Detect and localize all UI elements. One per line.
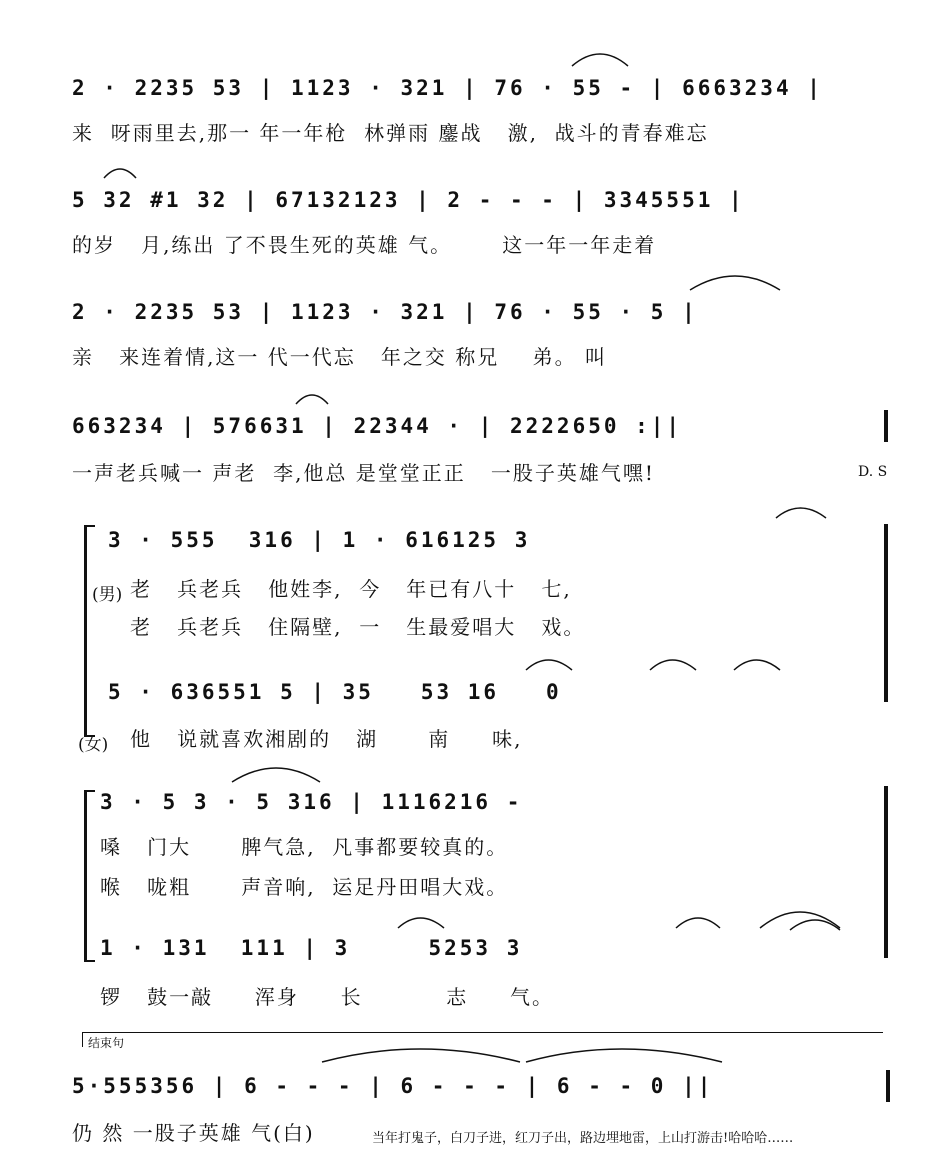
male-lyric-1b: 老 兵老兵 住隔壁, 一 生最爱唱大 戏。 — [130, 615, 586, 639]
slur-arc — [690, 276, 780, 290]
slur-arc — [296, 395, 328, 404]
final-bar — [886, 1070, 890, 1102]
dal-segno-mark: D. S — [858, 464, 888, 480]
male-label: (男) — [92, 585, 123, 605]
ending-lyric: 仍 然 一股子英雄 气(白) — [72, 1121, 315, 1145]
slur-arc — [776, 508, 826, 518]
male-lyric-2a: 嗓 门大 脾气急, 凡事都要较真的。 — [100, 835, 509, 859]
ending-notation: 5·555356 | 6 - - - | 6 - - - | 6 - - 0 || — [72, 1074, 714, 1098]
slur-arc — [398, 918, 444, 928]
repeat-end-bar — [884, 786, 888, 958]
female-notation-1: 5 · 636551 5 | 35 53 16 0 — [108, 680, 562, 704]
notation-line-3: 2 · 2235 53 | 1123 · 321 | 76 · 55 · 5 | — [72, 300, 698, 324]
slur-arc — [104, 169, 136, 178]
male-notation-1: 3 · 555 316 | 1 · 616125 3 — [108, 528, 531, 552]
lyric-line-3: 亲 来连着情,这一 代一代忘 年之交 称兄 弟。 叫 — [72, 345, 608, 369]
female-lyric-2: 锣 鼓一敲 浑身 长 志 气。 — [100, 985, 555, 1009]
female-label: (女) — [78, 735, 109, 755]
repeat-end-bar — [884, 524, 888, 702]
lyric-line-4: 一声老兵喊一 声老 李,他总 是堂堂正正 一股子英雄气嘿! — [72, 461, 655, 485]
male-lyric-2b: 喉 咙粗 声音响, 运足丹田唱大戏。 — [100, 875, 509, 899]
slur-arc — [526, 1049, 722, 1062]
ending-title: 结束句 — [88, 1036, 125, 1050]
slur-arc — [760, 912, 840, 928]
notation-line-2: 5 32 #1 32 | 67132123 | 2 - - - | 3345551 | — [72, 188, 745, 212]
slur-arc — [526, 660, 572, 670]
lyric-line-1: 来 呀雨里去,那一 年一年枪 林弹雨 鏖战 激, 战斗的青春难忘 — [72, 121, 709, 145]
slur-arc — [676, 918, 720, 928]
female-lyric-1: 他 说就喜欢湘剧的 湖 南 味, — [130, 727, 523, 751]
slur-arc — [232, 768, 320, 782]
female-notation-2: 1 · 131 111 | 3 5253 3 — [100, 936, 523, 960]
lyric-line-2: 的岁 月,练出 了不畏生死的英雄 气。 这一年一年走着 — [72, 233, 657, 257]
male-notation-2: 3 · 5 3 · 5 316 | 1116216 - — [100, 790, 523, 814]
ending-spoken-lyric: 当年打鬼子，白刀子进，红刀子出，路边埋地雷，上山打游击!哈哈哈…… — [372, 1131, 794, 1146]
notation-line-1: 2 · 2235 53 | 1123 · 321 | 76 · 55 - | 6663234 | — [72, 76, 823, 100]
slur-arc — [790, 920, 840, 930]
slur-arc — [650, 660, 696, 670]
slur-arc — [734, 660, 780, 670]
slur-arc — [572, 54, 628, 66]
repeat-end-bar — [884, 410, 888, 442]
notation-line-4: 663234 | 576631 | 22344 · | 2222650 :|| — [72, 414, 683, 438]
male-lyric-1a: 老 兵老兵 他姓李, 今 年已有八十 七, — [130, 577, 572, 601]
slur-arc — [322, 1049, 520, 1062]
